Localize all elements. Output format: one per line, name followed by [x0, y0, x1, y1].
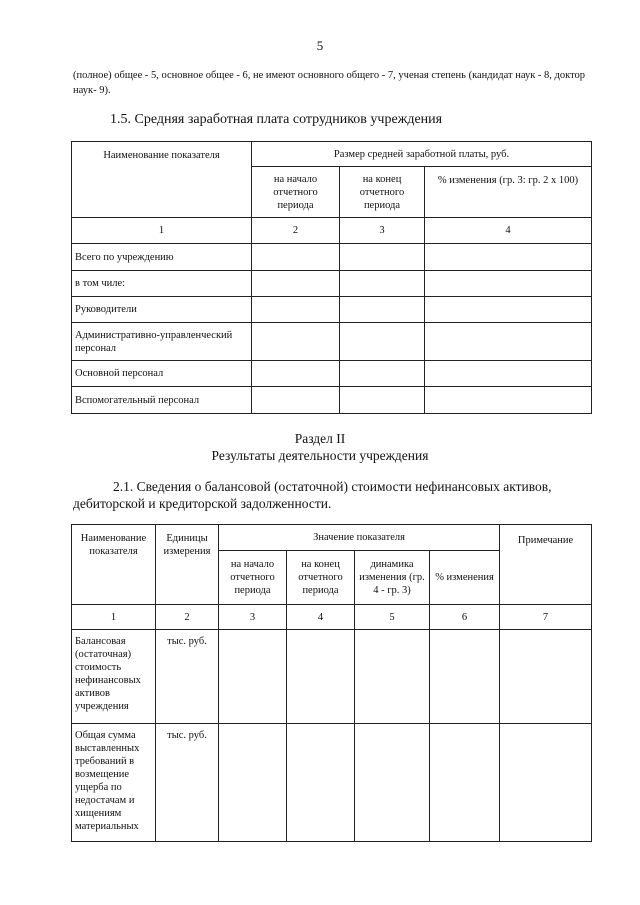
col-num-6: 6	[430, 605, 500, 630]
cell-empty	[252, 297, 340, 323]
section-1-5-title: 1.5. Средняя заработная плата сотрудников учреждения	[110, 112, 443, 127]
cell-empty	[430, 630, 500, 724]
table-row	[72, 244, 592, 271]
table-row	[72, 724, 592, 842]
col-num-4: 4	[287, 605, 355, 630]
section-2-title: Результаты деятельности учреждения	[211, 448, 429, 463]
cell-empty	[252, 323, 340, 361]
col-num-4: 4	[425, 218, 592, 244]
col-group-header: Значение показателя	[219, 525, 500, 551]
row-label: Основной персонал	[72, 361, 252, 387]
cell-empty	[252, 387, 340, 414]
col-end-header: на конец отчетного периода	[340, 167, 425, 218]
table-row	[72, 323, 592, 361]
col-num-1: 1	[72, 605, 156, 630]
section-2-label: Раздел II	[294, 431, 346, 446]
col-percent-header: % изменения	[430, 551, 500, 605]
col-change-header: % изменения (гр. 3: гр. 2 х 100)	[425, 167, 592, 218]
row-label: Вспомогательный персонал	[72, 387, 252, 414]
row-label: в том чиле:	[72, 271, 252, 297]
row-label: Всего по учреждению	[72, 244, 252, 271]
col-start-header: на начало отчетного периода	[252, 167, 340, 218]
cell-empty	[287, 724, 355, 842]
table-row	[72, 271, 592, 297]
cell-empty	[355, 630, 430, 724]
row-units: тыс. руб.	[156, 630, 219, 724]
cell-empty	[340, 271, 425, 297]
col-end-header: на конец отчетного периода	[287, 551, 355, 605]
cell-empty	[425, 244, 592, 271]
cell-empty	[340, 323, 425, 361]
col-num-3: 3	[340, 218, 425, 244]
table-row	[72, 387, 592, 414]
col-num-5: 5	[355, 605, 430, 630]
cell-empty	[219, 724, 287, 842]
cell-empty	[500, 630, 592, 724]
cell-empty	[252, 244, 340, 271]
cell-empty	[425, 361, 592, 387]
cell-empty	[430, 724, 500, 842]
col-group-header: Размер средней заработной платы, руб.	[252, 142, 592, 167]
col-dynamics-header: динамика изменения (гр. 4 - гр. 3)	[355, 551, 430, 605]
table-row	[72, 361, 592, 387]
cell-empty	[500, 724, 592, 842]
col-note-header: Примечание	[500, 525, 592, 605]
cell-empty	[340, 361, 425, 387]
cell-empty	[340, 244, 425, 271]
col-name-header: Наименование показателя	[72, 142, 252, 218]
average-salary-table	[71, 141, 592, 414]
row-label: Общая сумма выставленных требований в возмещение ущерба по недостачам и хищениям материальных	[72, 724, 156, 842]
cell-empty	[425, 323, 592, 361]
cell-empty	[252, 361, 340, 387]
table-row	[72, 630, 592, 724]
col-name-header: Наименование показателя	[72, 525, 156, 605]
row-label: Балансовая (остаточная) стоимость нефинансовых активов учреждения	[72, 630, 156, 724]
cell-empty	[252, 271, 340, 297]
col-num-2: 2	[252, 218, 340, 244]
row-label: Административно-управленческий персонал	[72, 323, 252, 361]
assets-table	[71, 524, 592, 842]
cell-empty	[425, 271, 592, 297]
intro-text: (полное) общее - 5, основное общее - 6, не имеют основного общего - 7, ученая степень (кандидат наук - 8, доктор наук- 9).	[73, 70, 586, 96]
col-num-1: 1	[72, 218, 252, 244]
section-2-heading	[0, 430, 640, 464]
cell-empty	[340, 297, 425, 323]
cell-empty	[219, 630, 287, 724]
row-units: тыс. руб.	[156, 724, 219, 842]
cell-empty	[425, 297, 592, 323]
cell-empty	[425, 387, 592, 414]
cell-empty	[355, 724, 430, 842]
cell-empty	[340, 387, 425, 414]
col-start-header: на начало отчетного периода	[219, 551, 287, 605]
col-num-7: 7	[500, 605, 592, 630]
col-num-2: 2	[156, 605, 219, 630]
section-2-1-title: 2.1. Сведения о балансовой (остаточной) стоимости нефинансовых активов, дебиторской и кредиторской задолженности.	[73, 479, 552, 511]
table-row	[72, 297, 592, 323]
col-num-3: 3	[219, 605, 287, 630]
cell-empty	[287, 630, 355, 724]
col-units-header: Единицы измерения	[156, 525, 219, 605]
page-number: 5	[316, 38, 324, 53]
row-label: Руководители	[72, 297, 252, 323]
